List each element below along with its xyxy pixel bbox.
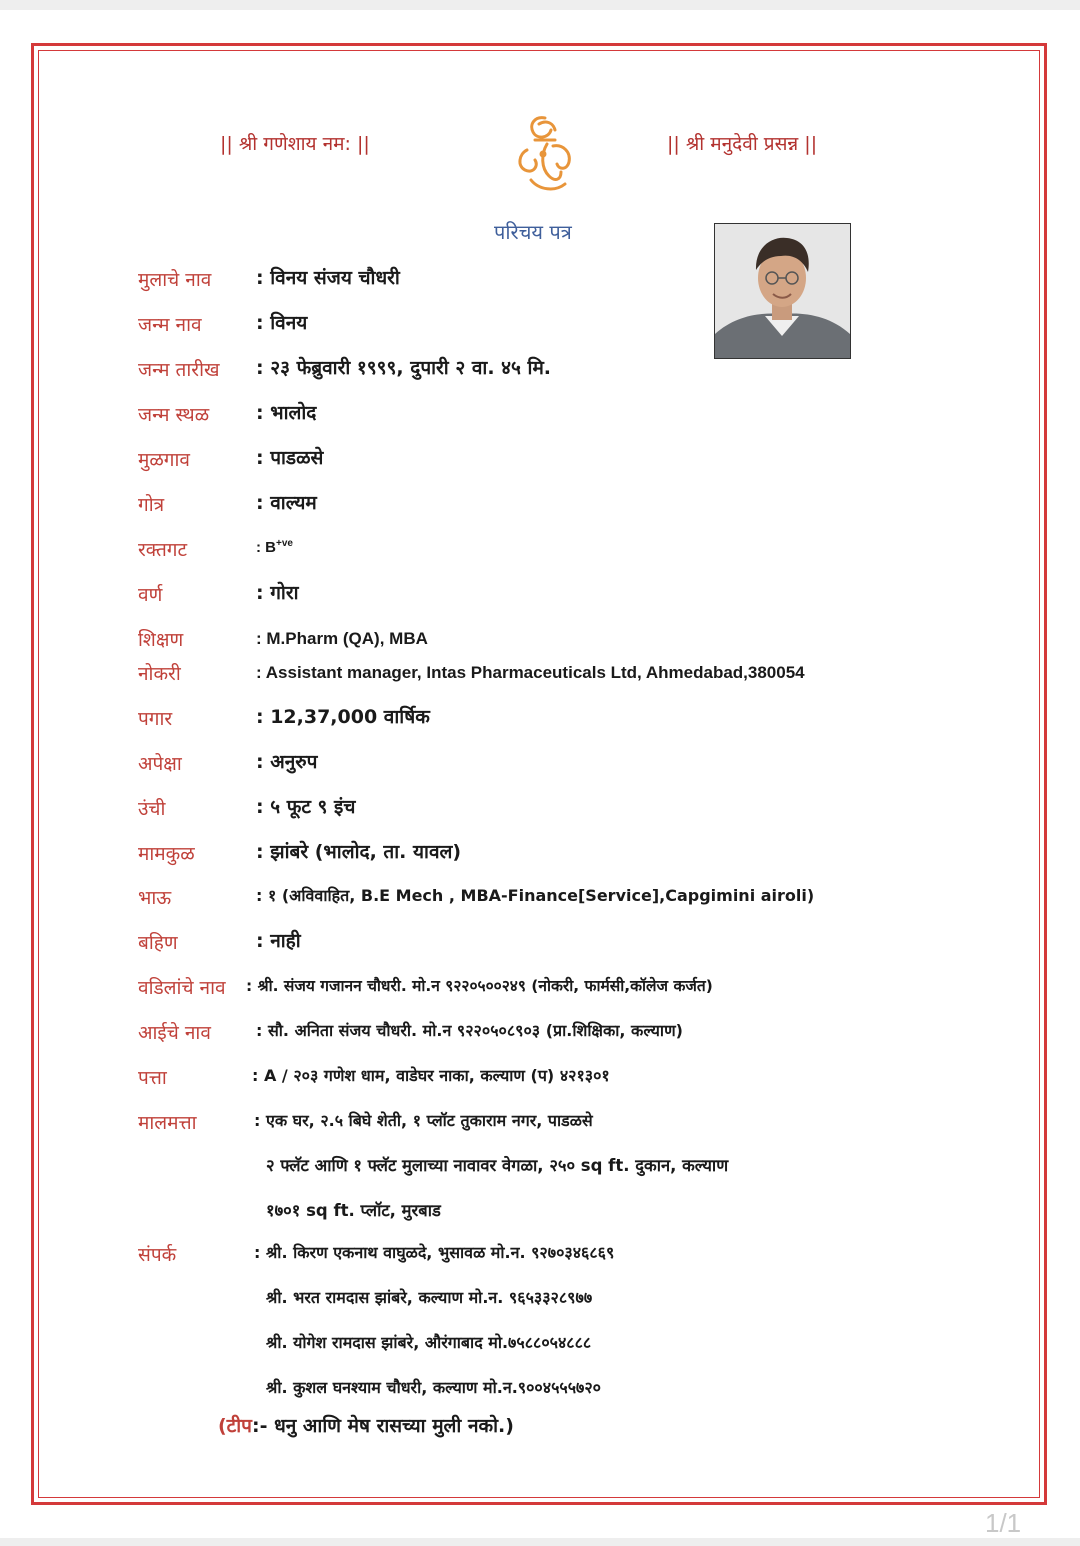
field-value: : M.Pharm (QA), MBA bbox=[256, 629, 428, 648]
field-value: : पाडळसे bbox=[256, 447, 324, 469]
field-label: मालमत्ता bbox=[138, 1112, 197, 1134]
ganesh-logo-icon bbox=[505, 110, 585, 205]
field-value: : नाही bbox=[256, 930, 301, 952]
field-label: वडिलांचे नाव bbox=[138, 977, 226, 999]
field-row-address bbox=[0, 1055, 1000, 1089]
field-row-father-name bbox=[0, 965, 1000, 999]
field-value: : सौ. अनिता संजय चौधरी. मो.न ९२२०५०८९०३ (प्रा.शिक्षिका, कल्याण) bbox=[256, 1021, 683, 1040]
right-invocation: || श्री मनुदेवी प्रसन्न || bbox=[667, 133, 818, 155]
field-value: : वाल्यम bbox=[256, 492, 317, 514]
field-row-sister bbox=[0, 920, 1000, 954]
field-row-expectation bbox=[0, 741, 1000, 775]
page-title: परिचय पत्र bbox=[494, 220, 572, 244]
field-value: : 12,37,000 वार्षिक bbox=[256, 706, 430, 728]
field-value: : विनय bbox=[256, 312, 308, 334]
field-row-birth-place bbox=[0, 392, 1000, 426]
field-row-height bbox=[0, 786, 1000, 820]
field-value: : अनुरुप bbox=[256, 751, 318, 773]
field-value: : Assistant manager, Intas Pharmaceuticals Ltd, Ahmedabad,380054 bbox=[256, 663, 805, 682]
field-label: बहिण bbox=[138, 932, 178, 954]
field-row-job bbox=[0, 651, 1000, 685]
contact-line: श्री. भरत रामदास झांबरे, कल्याण मो.न. ९६५३३२८९७७ bbox=[266, 1288, 593, 1307]
field-label: भाऊ bbox=[138, 887, 172, 909]
field-label: संपर्क bbox=[138, 1244, 177, 1266]
field-label: मुलाचे नाव bbox=[138, 269, 212, 291]
field-value: : झांबरे (भालोद, ता. यावल) bbox=[256, 841, 462, 863]
field-value: : B bbox=[256, 539, 276, 556]
field-row-maternal-family bbox=[0, 831, 1000, 865]
field-label: पत्ता bbox=[138, 1067, 167, 1089]
field-label: मामकुळ bbox=[138, 843, 195, 865]
field-label: अपेक्षा bbox=[138, 753, 182, 775]
contact-line: श्री. कुशल घनश्याम चौधरी, कल्याण मो.न.९००४५५५७२० bbox=[266, 1378, 601, 1397]
field-label: जन्म नाव bbox=[138, 314, 202, 336]
field-value: : २३ फेब्रुवारी १९९९, दुपारी २ वा. ४५ मि. bbox=[256, 357, 552, 379]
field-label: मुळगाव bbox=[138, 449, 190, 471]
field-row-birth-name bbox=[0, 302, 1000, 336]
note-text: :- धनु आणि मेष रासच्या मुली नको.) bbox=[251, 1415, 514, 1437]
field-value: : A / २०३ गणेश धाम, वाडेघर नाका, कल्याण (प) ४२१३०१ bbox=[252, 1066, 610, 1085]
blood-group-sup: +ve bbox=[276, 538, 293, 549]
left-invocation: || श्री गणेशाय नम: || bbox=[220, 133, 370, 155]
field-row-groom-name bbox=[0, 257, 1000, 291]
profile-photo bbox=[714, 223, 851, 359]
document-page bbox=[0, 10, 1080, 1538]
field-value: : श्री. किरण एकनाथ वाघुळदे, भुसावळ मो.न. ९२७०३४६८६९ bbox=[254, 1243, 615, 1262]
field-row-property bbox=[0, 1100, 1000, 1134]
field-label: जन्म स्थळ bbox=[138, 404, 210, 426]
field-row-blood-group bbox=[0, 527, 1000, 561]
note-line bbox=[218, 1412, 514, 1438]
field-value: : गोरा bbox=[256, 582, 299, 604]
field-row-education bbox=[0, 617, 1000, 651]
note-prefix: (टीप bbox=[218, 1415, 252, 1437]
field-label: गोत्र bbox=[138, 494, 165, 516]
field-label: उंची bbox=[138, 798, 166, 820]
field-row-contacts bbox=[0, 1232, 1000, 1266]
field-value: : विनय संजय चौधरी bbox=[256, 267, 400, 289]
field-value: : एक घर, २.५ बिघे शेती, १ प्लॉट तुकाराम नगर, पाडळसे bbox=[254, 1111, 593, 1130]
field-row-salary bbox=[0, 696, 1000, 730]
contact-line: श्री. योगेश रामदास झांबरे, औरंगाबाद मो.७५८८०५४८८८ bbox=[266, 1333, 592, 1352]
field-label: आईचे नाव bbox=[138, 1022, 211, 1044]
field-label: वर्ण bbox=[138, 584, 163, 606]
field-row-complexion bbox=[0, 572, 1000, 606]
field-value: : ५ फूट ९ इंच bbox=[256, 796, 356, 818]
field-value: : श्री. संजय गजानन चौधरी. मो.न ९२२०५००२४९ (नोकरी, फार्मसी,कॉलेज कर्जत) bbox=[246, 977, 713, 995]
field-value: : १ (अविवाहित, B.E Mech , MBA-Finance[Service],Capgimini airoli) bbox=[256, 886, 815, 905]
field-value: : भालोद bbox=[256, 402, 317, 424]
field-row-mother-name bbox=[0, 1010, 1000, 1044]
property-line-3: १७०१ sq ft. प्लॉट, मुरबाड bbox=[266, 1201, 441, 1220]
profile-photo-icon bbox=[715, 224, 850, 358]
field-row-gotra bbox=[0, 482, 1000, 516]
field-label: जन्म तारीख bbox=[138, 359, 220, 381]
field-label: पगार bbox=[138, 708, 173, 730]
page-indicator: 1/1 bbox=[985, 1508, 1022, 1538]
field-label: शिक्षण bbox=[138, 629, 184, 651]
property-line-2: २ फ्लॅट आणि १ फ्लॅट मुलाच्या नावावर वेगळा, २५० sq ft. दुकान, कल्याण bbox=[266, 1156, 729, 1175]
field-row-brother bbox=[0, 875, 1000, 909]
field-row-native-village bbox=[0, 437, 1000, 471]
field-label: नोकरी bbox=[138, 663, 181, 685]
field-label: रक्तगट bbox=[138, 539, 188, 561]
field-row-birth-date bbox=[0, 347, 1000, 381]
